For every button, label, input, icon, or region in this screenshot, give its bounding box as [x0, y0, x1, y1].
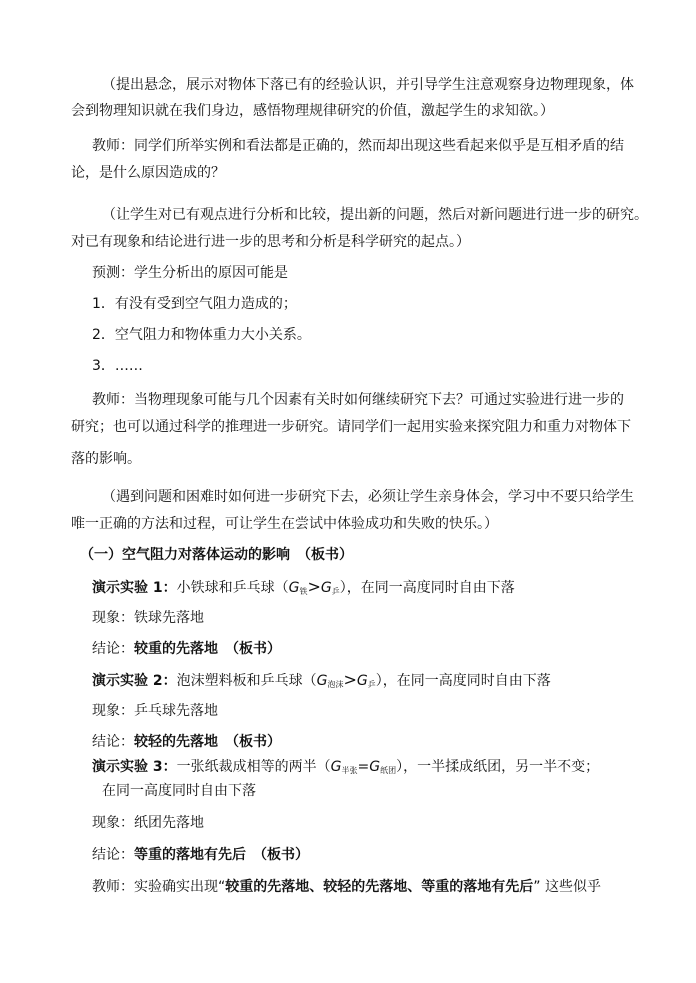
experiment-1-line [92, 578, 652, 601]
experiment-3-label: 演示实验 3： [92, 759, 177, 775]
paragraph-teacher-3 [92, 878, 632, 896]
experiment-2-label: 演示实验 2： [92, 673, 177, 689]
experiment-1-conclusion-text: 较重的先落地 （板书） [134, 641, 281, 657]
experiment-3-line [92, 758, 652, 780]
experiment-3-conclusion-label: 结论： [92, 847, 134, 863]
experiment-2-text-a: 泡沫塑料板和乒乓球（ [176, 673, 317, 689]
experiment-1-greater-than: > [307, 578, 321, 596]
experiment-2-conclusion [92, 733, 652, 751]
paragraph-teacher-1-line-1: 教师：同学们所举实例和看法都是正确的，然而却出现这些看起来似乎是互相矛盾的结 [92, 138, 624, 154]
paragraph-teacher-1-line-2: 论，是什么原因造成的？ [71, 165, 225, 181]
experiment-3-equals: = [357, 759, 370, 775]
paragraph-note-1-line-2: 会到物理知识就在我们身边，感悟物理规律研究的价值，激起学生的求知欲。） [71, 103, 554, 119]
paragraph-note-2-line-2: 对已有现象和结论进行进一步的思考和分析是科学研究的起点。） [71, 234, 470, 250]
experiment-2-conclusion-text: 较轻的先落地 （板书） [134, 734, 281, 750]
section-heading: （一）空气阻力对落体运动的影响 （板书） [80, 547, 353, 563]
experiment-1-label: 演示实验 1： [92, 580, 177, 596]
experiment-3-phenomenon: 现象：纸团先落地 [92, 815, 204, 831]
experiment-1-conclusion [92, 640, 652, 658]
experiment-3-conclusion [92, 846, 652, 864]
experiment-1-g-pingpong: $G_乒$ [320, 580, 340, 596]
experiment-3-text-b: ），一半揉成纸团，另一半不变； [396, 759, 600, 775]
paragraph-teacher-3-text-a: 教师：实验确实出现“ [92, 879, 226, 895]
experiment-3-conclusion-text: 等重的落地有先后 （板书） [134, 847, 309, 863]
experiment-3-g-ball: $G_{纸团}$ [369, 759, 397, 775]
experiment-1-g-iron: $G_铁$ [288, 580, 308, 596]
experiment-3-line-2: 在同一高度同时自由下落 [102, 783, 256, 799]
paragraph-prediction: 预测：学生分析出的原因可能是 [92, 265, 288, 281]
list-item-1: 1．有没有受到空气阻力造成的； [92, 296, 297, 312]
paragraph-teacher-3-bold: 较重的先落地、较轻的先落地、等重的落地有先后 [225, 879, 534, 895]
experiment-2-conclusion-label: 结论： [92, 734, 134, 750]
paragraph-note-3-line-1: （遇到问题和困难时如何进一步研究下去，必须让学生亲身体会，学习中不要只给学生 [102, 489, 634, 505]
experiment-3-g-half: $G_{半张}$ [330, 759, 358, 775]
paragraph-teacher-3-text-b: ” 这些似乎 [533, 879, 601, 895]
paragraph-note-3-line-2: 唯一正确的方法和过程，可让学生在尝试中体验成功和失败的快乐。） [71, 516, 498, 532]
paragraph-teacher-2-line-3: 落的影响。 [71, 451, 141, 467]
list-item-3: 3．…… [92, 358, 143, 374]
experiment-2-greater-than: > [343, 671, 357, 689]
experiment-2-line [92, 671, 652, 694]
experiment-1-text-a: 小铁球和乒乓球（ [176, 580, 289, 596]
experiment-2-phenomenon: 现象：乒乓球先落地 [92, 703, 218, 719]
experiment-2-g-foam: $G_{泡沫}$ [316, 673, 344, 689]
experiment-1-conclusion-label: 结论： [92, 641, 134, 657]
paragraph-note-2-line-1: （让学生对已有观点进行分析和比较，提出新的问题，然后对新问题进行进一步的研究。 [102, 207, 648, 223]
list-item-2: 2．空气阻力和物体重力大小关系。 [92, 327, 311, 343]
paragraph-note-1-line-1: （提出悬念，展示对物体下落已有的经验认识，并引导学生注意观察身边物理现象，体 [102, 77, 634, 93]
experiment-2-g-pingpong: $G_乒$ [356, 673, 376, 689]
paragraph-teacher-2-line-1: 教师：当物理现象可能与几个因素有关时如何继续研究下去？可通过实验进行进一步的 [92, 392, 624, 408]
paragraph-teacher-2-line-2: 研究；也可以通过科学的推理进一步研究。请同学们一起用实验来探究阻力和重力对物体下 [71, 419, 631, 435]
experiment-3-text-a: 一张纸裁成相等的两半（ [176, 759, 331, 775]
experiment-2-text-b: ），在同一高度同时自由下落 [375, 673, 551, 689]
experiment-1-text-b: ），在同一高度同时自由下落 [339, 580, 515, 596]
experiment-1-phenomenon: 现象：铁球先落地 [92, 610, 204, 626]
